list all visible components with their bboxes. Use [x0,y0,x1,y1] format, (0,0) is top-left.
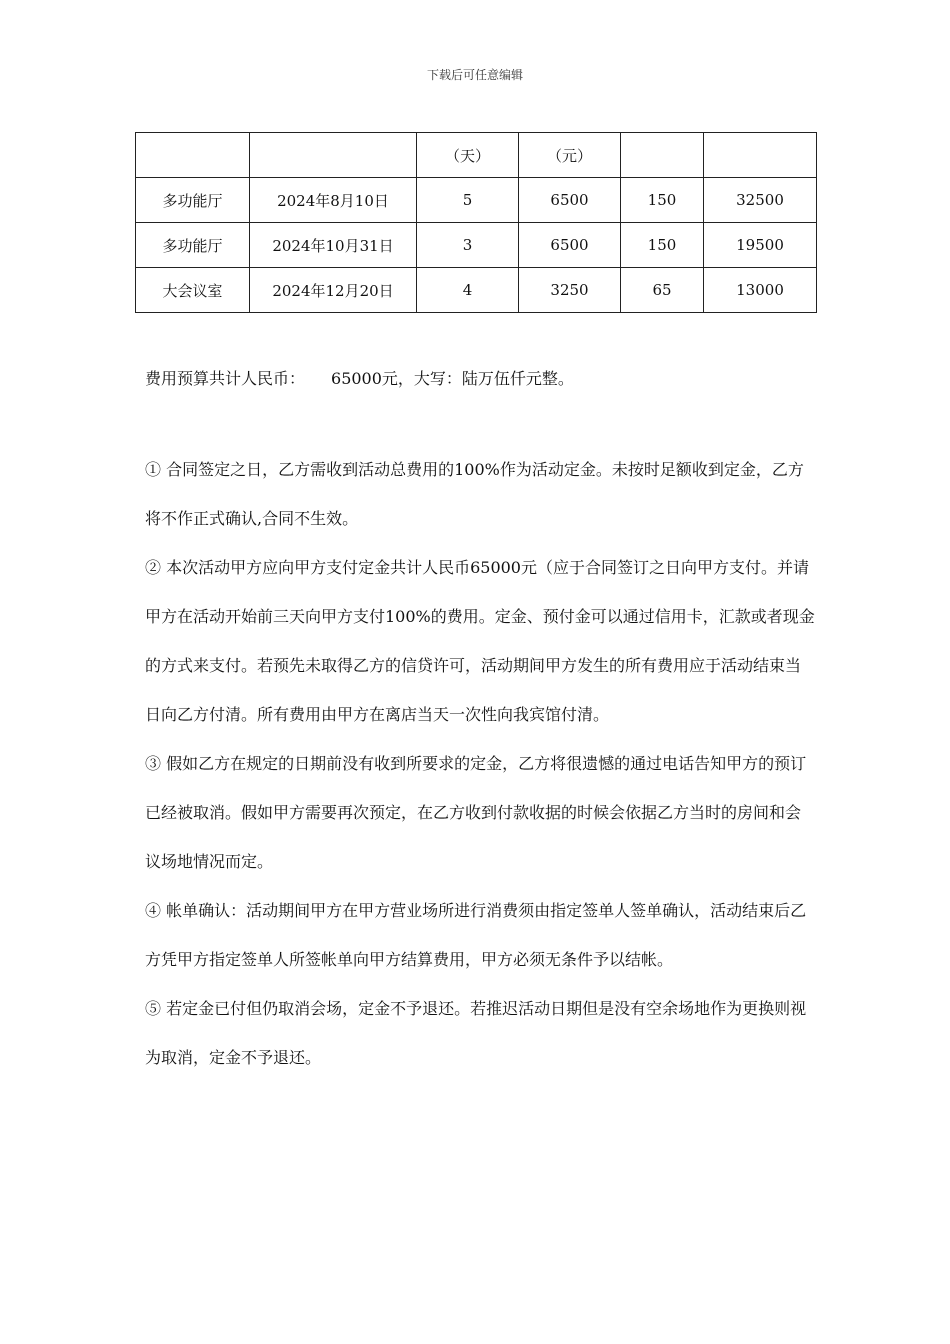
table-cell: 150 [621,223,704,268]
table-cell [250,133,417,178]
table-cell: 3 [417,223,519,268]
table-row [136,223,817,268]
table-cell: 2024年12月20日 [250,268,417,313]
table-cell: 13000 [704,268,817,313]
table-cell: 3250 [519,268,621,313]
table-cell: 150 [621,178,704,223]
payment-clauses [145,445,815,1082]
budget-table [135,132,817,313]
summary-amount: 65000元，大写：陆万伍仟元整。 [331,369,574,388]
table-header-row [136,133,817,178]
table-cell: 4 [417,268,519,313]
table-cell: 2024年10月31日 [250,223,417,268]
table-cell: （天） [417,133,519,178]
table-cell: 6500 [519,223,621,268]
table-cell: 19500 [704,223,817,268]
clause-4: ④ 帐单确认：活动期间甲方在甲方营业场所进行消费须由指定签单人签单确认，活动结束后乙方凭甲方指定签单人所签帐单向甲方结算费用，甲方必须无条件予以结帐。 [145,901,807,969]
clause-2: ② 本次活动甲方应向甲方支付定金共计人民币65000元（应于合同签订之日向甲方支付。并请甲方在活动开始前三天向甲方支付100%的费用。定金、预付金可以通过信用卡，汇款或者现金的方式来支付。若预先未取得乙方的信贷许可，活动期间甲方发生的所有费用应于活动结束当日向乙方付清。所有费用由甲方在离店当天一次性向我宾馆付清。 [145,558,815,724]
clause-1: ① 合同签定之日，乙方需收到活动总费用的100%作为活动定金。未按时足额收到定金，乙方将不作正式确认,合同不生效。 [145,460,804,528]
table-cell: （元） [519,133,621,178]
table-cell: 多功能厅 [136,178,250,223]
budget-summary [145,366,574,389]
summary-label: 费用预算共计人民币： [145,369,306,388]
table-cell: 大会议室 [136,268,250,313]
table-cell [621,133,704,178]
table-cell: 65 [621,268,704,313]
table-cell: 多功能厅 [136,223,250,268]
table-cell [136,133,250,178]
clause-3: ③ 假如乙方在规定的日期前没有收到所要求的定金，乙方将很遗憾的通过电话告知甲方的预订已经被取消。假如甲方需要再次预定，在乙方收到付款收据的时候会依据乙方当时的房间和会议场地情况而定。 [145,754,807,871]
table-row [136,268,817,313]
table-cell: 6500 [519,178,621,223]
table-cell: 2024年8月10日 [250,178,417,223]
table-row [136,178,817,223]
clause-5: ⑤ 若定金已付但仍取消会场，定金不予退还。若推迟活动日期但是没有空余场地作为更换则视为取消，定金不予退还。 [145,999,807,1067]
page-header: 下载后可任意编辑 [426,68,523,82]
table-cell: 5 [417,178,519,223]
table-cell: 32500 [704,178,817,223]
table-cell [704,133,817,178]
